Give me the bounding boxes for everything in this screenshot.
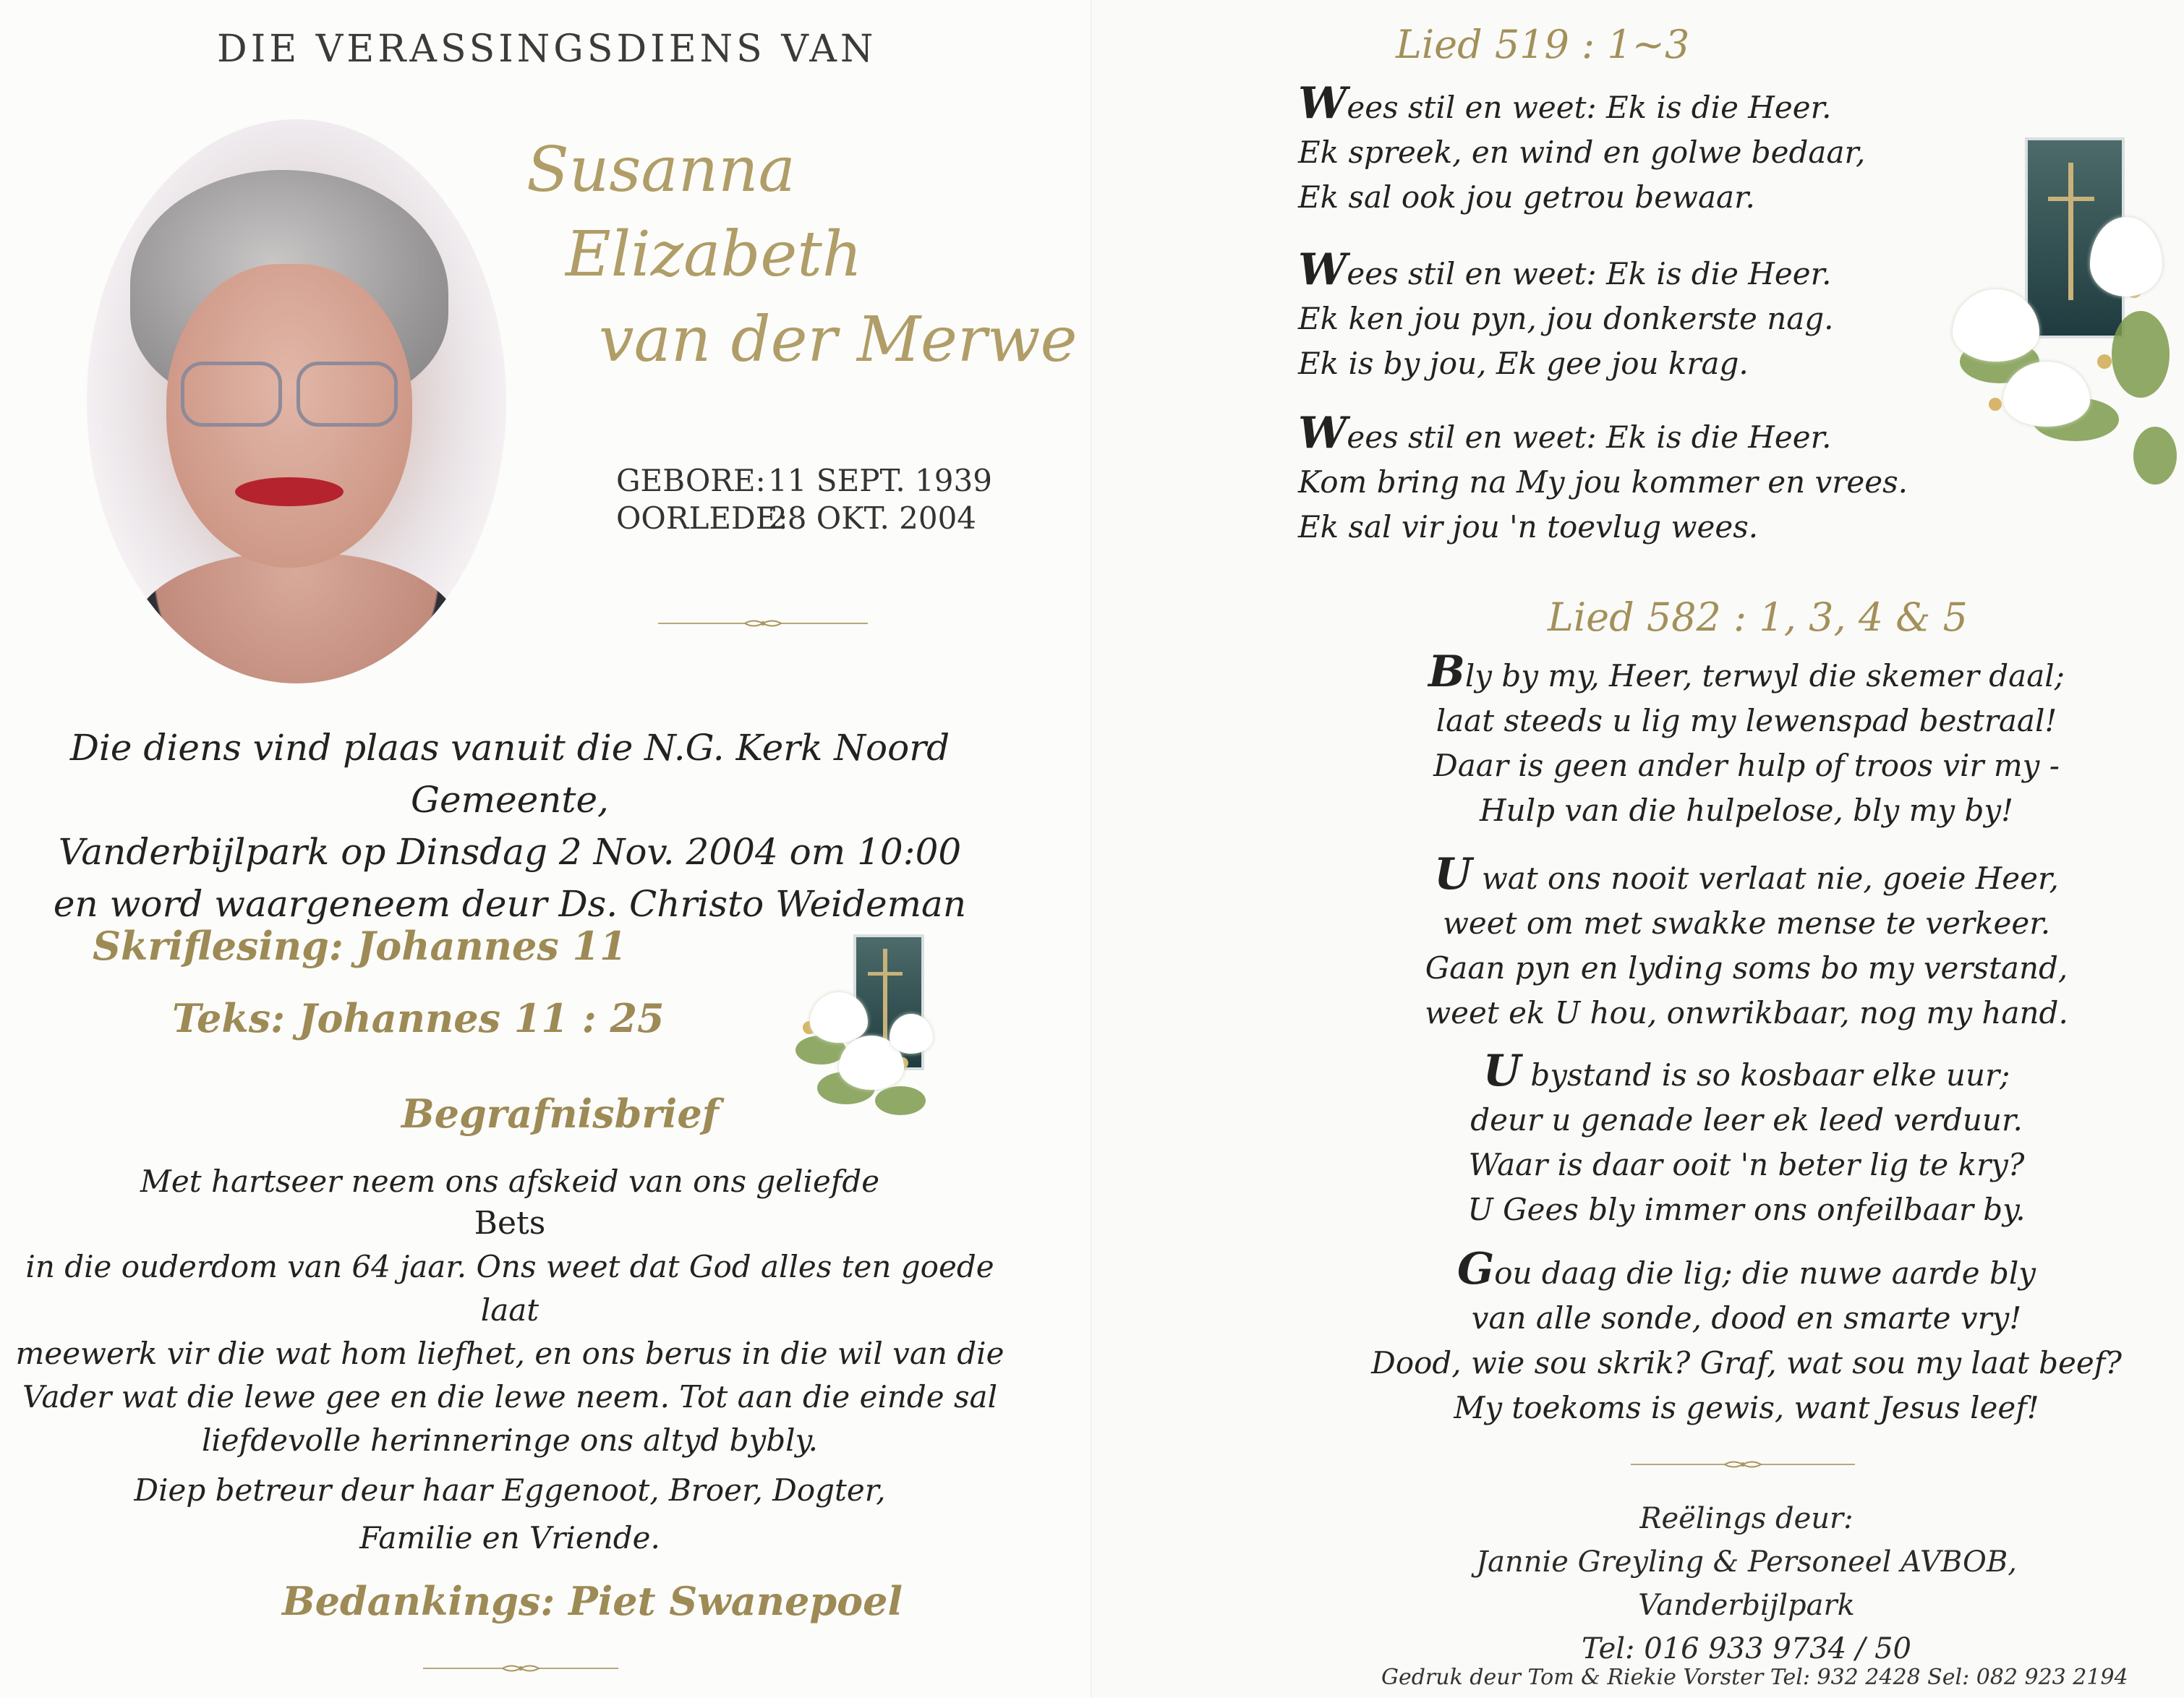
mourners-list [0,1467,1020,1562]
deceased-portrait-photo [87,119,506,683]
lily-cross-illustration [1945,123,2177,499]
verse-line: Gaan pyn en lyding soms bo my verstand, [1425,950,2068,986]
undertaker-phone: Tel: 016 933 9734 / 50 [1582,1632,1911,1665]
arrangements [1367,1497,2126,1671]
verse-line: weet om met swakke mense te verkeer. [1442,905,2051,941]
ornament-divider [423,1663,618,1671]
birth-value: 11 SEPT. 1939 [768,463,992,498]
verse-line: ees stil en weet: Ek is die Heer. [1347,90,1832,125]
acknowledgements: Bedankings: Piet Swanepoel [282,1578,903,1624]
verse-line: deur u genade leer ek leed verduur. [1470,1102,2023,1138]
verse-line: ou daag die lig; die nuwe aarde bly [1494,1255,2036,1291]
name-line-surname: van der Merwe [599,304,1078,376]
mourners-line: Diep betreur deur haar Eggenoot, Broer, Dogter, [134,1472,886,1508]
hymn-582-verse [1367,649,2126,833]
death-value: 28 OKT. 2004 [768,500,977,536]
scripture-reading: Skriflesing: Johannes 11 [93,923,627,969]
drop-cap: U [1483,1046,1522,1096]
lily-cross-illustration [788,913,940,1122]
death-label: OORLEDE: [616,500,788,536]
hymn-519-verse [1298,78,1866,220]
verse-line: Ek ken jou pyn, jou donkerste nag. [1298,301,1834,336]
verse-line: Ek is by jou, Ek gee jou krag. [1298,346,1749,381]
verse-line: ees stil en weet: Ek is die Heer. [1347,419,1832,455]
drop-cap: W [1298,78,1347,129]
ornament-divider [1631,1459,1855,1467]
letter-body [0,1245,1020,1462]
verse-line: Ek spreek, en wind en golwe bedaar, [1298,135,1866,170]
verse-line: Hulp van die hulpelose, bly my by! [1480,793,2013,828]
mourners-line: Familie en Vriende. [359,1520,660,1556]
name-line-first: Susanna [526,134,795,206]
printer-credit: Gedruk deur Tom & Riekie Vorster Tel: 932 2428 Sel: 082 923 2194 [1381,1665,2128,1690]
right-page [1092,0,2184,1698]
drop-cap: B [1428,647,1465,697]
letter-line: Vader wat die lewe gee en die lewe neem. Tot aan die einde sal [22,1379,998,1415]
hymn-519-verse [1298,408,1908,550]
verse-line: Waar is daar ooit 'n beter lig te kry? [1468,1147,2025,1182]
undertaker-name: Jannie Greyling & Personeel AVBOB, Vanderbijlpark [1476,1545,2017,1622]
hymn-519-title: Lied 519 : 1~3 [1396,22,1690,67]
verse-line: ly by my, Heer, terwyl die skemer daal; [1464,658,2065,694]
verse-line: Ek sal vir jou 'n toevlug wees. [1298,509,1759,545]
verse-line: U Gees bly immer ons onfeilbaar by. [1467,1192,2026,1227]
verse-line: Daar is geen ander hulp of troos vir my - [1433,748,2060,783]
verse-line: wat ons nooit verlaat nie, goeie Heer, [1472,861,2059,896]
funeral-letter-heading: Begrafnisbrief [401,1091,719,1137]
letter-opening: Met hartseer neem ons afskeid van ons geliefde [140,1164,880,1199]
birth-date-row [616,463,992,498]
birth-label: GEBORE: [616,463,766,498]
name-line-middle: Elizabeth [566,218,863,291]
drop-cap: G [1457,1244,1495,1294]
verse-line: van alle sonde, dood en smarte vry! [1471,1300,2022,1336]
verse-line: bystand is so kosbaar elke uur; [1521,1057,2010,1093]
service-line: en word waargeneem deur Ds. Christo Weideman [53,883,967,925]
service-details [0,722,1020,930]
service-heading: DIE VERASSINGSDIENS VAN [217,27,877,71]
sermon-text: Teks: Johannes 11 : 25 [172,995,665,1041]
death-date-row [616,500,976,536]
hymn-582-title: Lied 582 : 1, 3, 4 & 5 [1548,594,1968,640]
drop-cap: W [1298,244,1347,295]
verse-line: laat steeds u lig my lewenspad bestraal! [1436,703,2057,738]
verse-line: Dood, wie sou skrik? Graf, wat sou my laat beef? [1371,1345,2122,1381]
service-line: Die diens vind plaas vanuit die N.G. Kerk Noord Gemeente, [69,727,950,821]
arrangements-label: Reëlings deur: [1639,1502,1854,1535]
letter-line: liefdevolle herinneringe ons altyd bybly. [201,1422,819,1458]
deceased-nickname: Bets [474,1205,546,1242]
verse-line: ees stil en weet: Ek is die Heer. [1347,256,1832,291]
verse-line: Kom bring na My jou kommer en vrees. [1298,464,1908,500]
drop-cap: W [1298,408,1347,458]
verse-line: My toekoms is gewis, want Jesus leef! [1454,1390,2039,1425]
verse-line: Ek sal ook jou getrou bewaar. [1298,179,1755,215]
service-line: Vanderbijlpark op Dinsdag 2 Nov. 2004 om 10:00 [58,831,962,873]
hymn-519-verse [1298,244,1834,386]
verse-line: weet ek U hou, onwrikbaar, nog my hand. [1425,995,2068,1031]
drop-cap: U [1434,849,1472,900]
hymn-582-verse [1367,849,2126,1036]
ornament-divider [658,618,868,626]
hymn-582-verse [1367,1046,2126,1232]
hymn-582-verse [1367,1244,2126,1430]
letter-line: meewerk vir die wat hom liefhet, en ons berus in die wil van die [15,1336,1004,1371]
letter-line: in die ouderdom van 64 jaar. Ons weet dat God alles ten goede laat [25,1249,994,1328]
